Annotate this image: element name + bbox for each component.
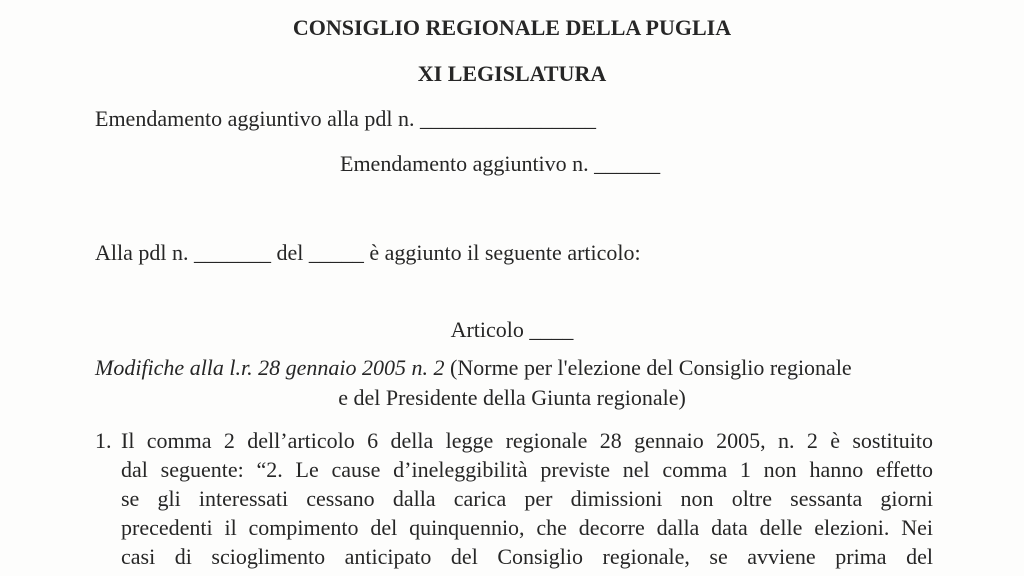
paragraph-line-1: Il comma 2 dell’articolo 6 della legge regionale 28 gennaio 2005, n. 2 è sostituito bbox=[121, 428, 933, 453]
article-title-line-2: e del Presidente della Giunta regionale) bbox=[338, 385, 686, 410]
amendment-number-line: Emendamento aggiuntivo n. ______ bbox=[340, 151, 661, 176]
intro-line: Alla pdl n. _______ del _____ è aggiunto il seguente articolo: bbox=[95, 240, 641, 265]
council-title: CONSIGLIO REGIONALE DELLA PUGLIA bbox=[292, 15, 732, 40]
paragraph-line-2: dal seguente: “2. Le cause d’ineleggibilità previste nel comma 1 non hanno effetto bbox=[121, 457, 933, 482]
article-heading: Articolo ____ bbox=[450, 317, 574, 342]
paragraph-line-5: casi di scioglimento anticipato del Consiglio regionale, se avviene prima del bbox=[121, 544, 933, 569]
article-title-italic: Modifiche alla l.r. 28 gennaio 2005 n. 2 bbox=[95, 355, 445, 380]
amendment-pdl-line: Emendamento aggiuntivo alla pdl n. ________________ bbox=[95, 106, 597, 131]
paragraph-line-3: se gli interessati cessano dalla carica per dimissioni non oltre sessanta giorni bbox=[121, 486, 933, 511]
paragraph-number: 1. bbox=[95, 428, 112, 453]
legislature-title: XI LEGISLATURA bbox=[417, 61, 607, 86]
article-title-rest-1: (Norme per l'elezione del Consiglio regionale bbox=[444, 355, 852, 380]
paragraph-line-4: precedenti il compimento del quinquennio, che decorre dalla data delle elezioni. Nei bbox=[121, 515, 933, 540]
article-title-line-1 bbox=[95, 355, 852, 381]
